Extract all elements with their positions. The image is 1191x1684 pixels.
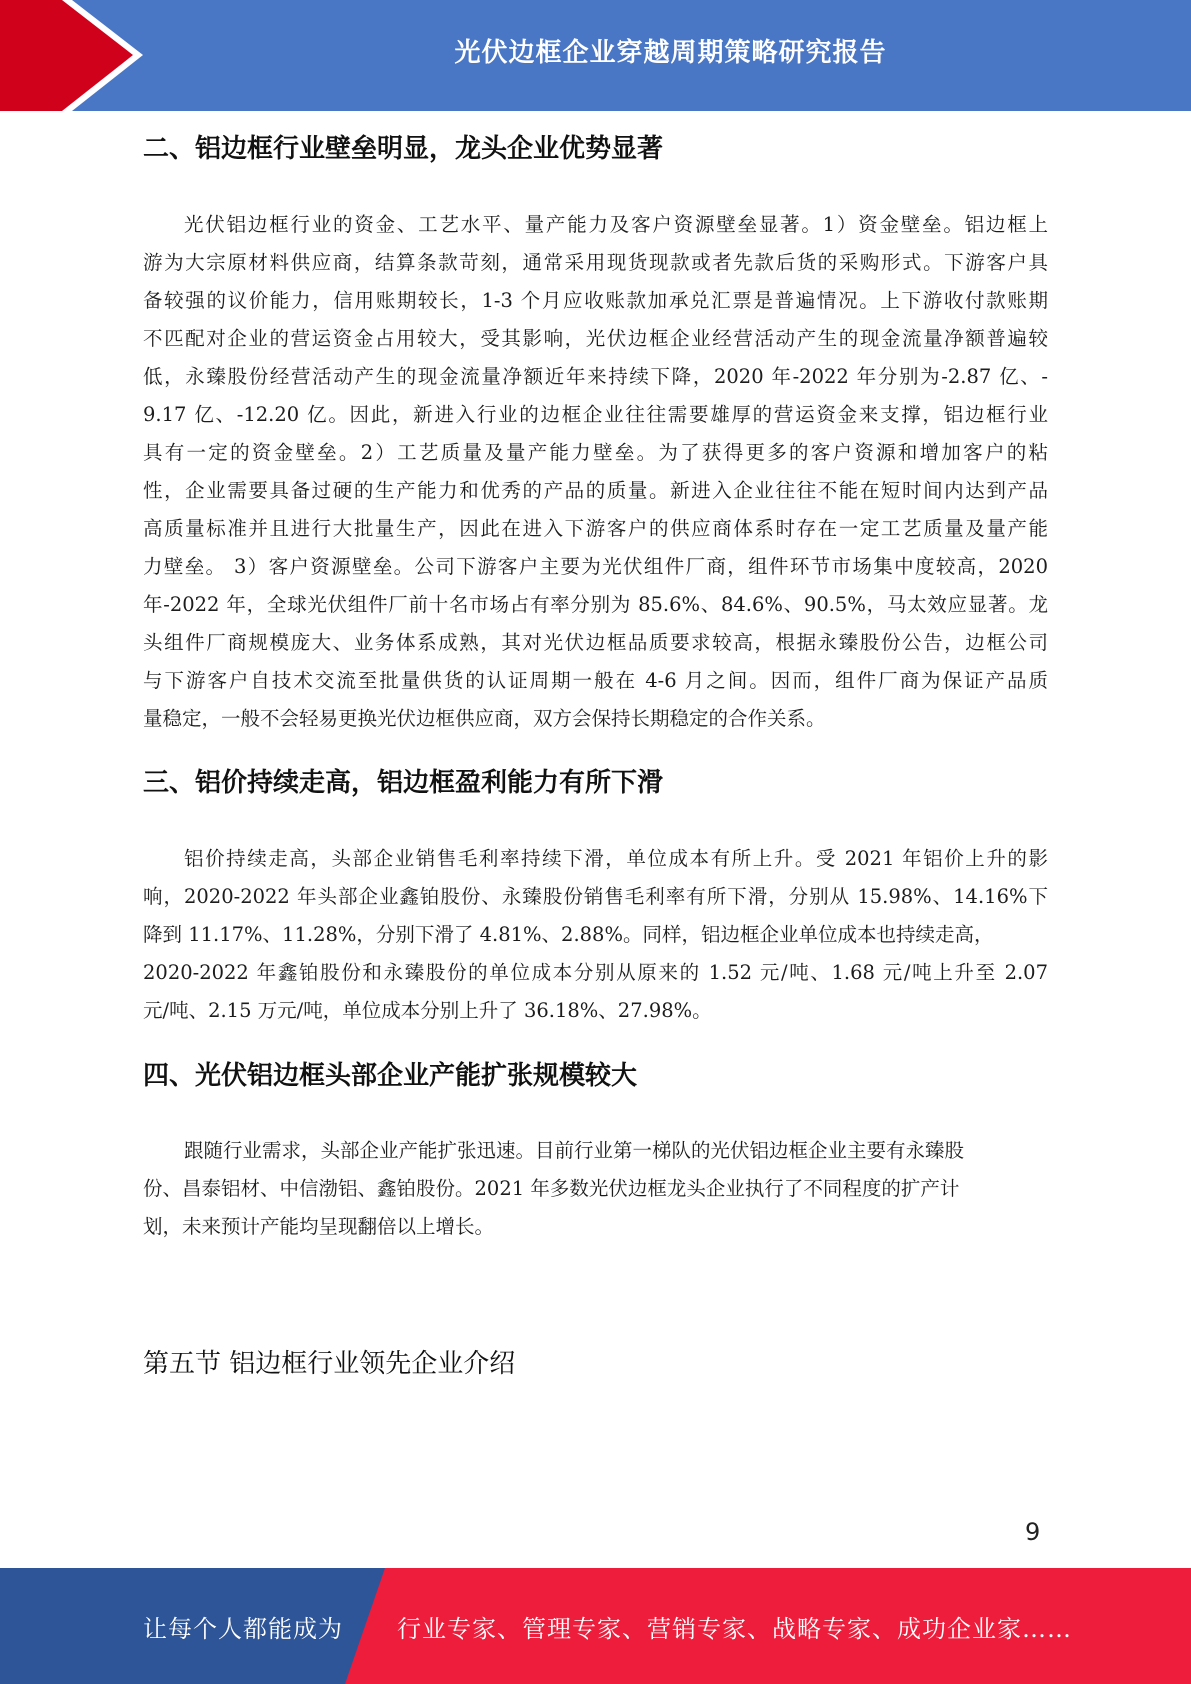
paragraph-line: 响，2020-2022 年头部企业鑫铂股份、永臻股份销售毛利率有所下滑，分别从 15.98%、14.16%下 [143,885,1048,908]
paragraph-line: 光伏铝边框行业的资金、工艺水平、量产能力及客户资源壁垒显著。1）资金壁垒。铝边框上 [184,213,1048,236]
paragraph-capacity [143,1132,1048,1246]
paragraph-line: 具有一定的资金壁垒。2）工艺质量及量产能力壁垒。为了获得更多的客户资源和增加客户的粘 [143,441,1048,464]
chapter-heading-leading-companies: 第五节 铝边框行业领先企业介绍 [143,1349,516,1379]
section-heading-capacity: 四、光伏铝边框头部企业产能扩张规模较大 [143,1061,638,1091]
paragraph-line: 份、昌泰铝材、中信渤铝、鑫铂股份。2021 年多数光伏边框龙头企业执行了不同程度的扩产计 [143,1177,960,1200]
page-number: 9 [1025,1518,1041,1546]
paragraph-line: 9.17 亿、-12.20 亿。因此，新进入行业的边框企业往往需要雄厚的营运资金来支撑，铝边框行业 [143,403,1048,426]
paragraph-line: 低，永臻股份经营活动产生的现金流量净额近年来持续下降，2020 年-2022 年分别为-2.87 亿、- [143,365,1048,388]
paragraph-line: 头组件厂商规模庞大、业务体系成熟，其对光伏边框品质要求较高，根据永臻股份公告，边框公司 [143,631,1048,654]
section-heading-aluminum-price: 三、铝价持续走高，铝边框盈利能力有所下滑 [143,768,664,798]
footer-slogan-right: 行业专家、管理专家、营销专家、战略专家、成功企业家…… [397,1614,1072,1643]
paragraph-line: 高质量标准并且进行大批量生产，因此在进入下游客户的供应商体系时存在一定工艺质量及量产能 [143,517,1048,540]
paragraph-barriers [143,206,1048,738]
paragraph-line: 力壁垒。 3）客户资源壁垒。公司下游客户主要为光伏组件厂商，组件环节市场集中度较高，2020 [143,555,1048,578]
paragraph-line: 年-2022 年，全球光伏组件厂前十名市场占有率分别为 85.6%、84.6%、90.5%，马太效应显著。龙 [143,593,1048,616]
page-footer [0,1568,1191,1684]
report-title: 光伏边框企业穿越周期策略研究报告 [454,37,887,68]
paragraph-line: 铝价持续走高，头部企业销售毛利率持续下滑，单位成本有所上升。受 2021 年铝价上升的影 [184,847,1048,870]
paragraph-line: 不匹配对企业的营运资金占用较大，受其影响，光伏边框企业经营活动产生的现金流量净额普遍较 [143,327,1048,350]
paragraph-line: 元/吨、2.15 万元/吨，单位成本分别上升了 36.18%、27.98%。 [143,999,712,1022]
paragraph-line: 跟随行业需求，头部企业产能扩张迅速。目前行业第一梯队的光伏铝边框企业主要有永臻股 [184,1139,965,1162]
paragraph-line: 2020-2022 年鑫铂股份和永臻股份的单位成本分别从原来的 1.52 元/吨、1.68 元/吨上升至 2.07 [143,961,1048,984]
paragraph-line: 与下游客户自技术交流至批量供货的认证周期一般在 4-6 月之间。因而，组件厂商为保证产品质 [143,669,1048,692]
footer-slogan-left: 让每个人都能成为 [143,1614,343,1643]
red-arrow-decoration [0,0,160,111]
paragraph-line: 性，企业需要具备过硬的生产能力和优秀的产品的质量。新进入企业往往不能在短时间内达到产品 [143,479,1048,502]
paragraph-line: 备较强的议价能力，信用账期较长，1-3 个月应收账款加承兑汇票是普遍情况。上下游收付款账期 [143,289,1048,312]
paragraph-line: 降到 11.17%、11.28%，分别下滑了 4.81%、2.88%。同样，铝边框企业单位成本也持续走高， [143,923,994,946]
page-header [0,0,1191,111]
paragraph-line: 量稳定，一般不会轻易更换光伏边框供应商，双方会保持长期稳定的合作关系。 [143,707,826,730]
paragraph-aluminum-price [143,840,1048,1030]
section-heading-barriers: 二、铝边框行业壁垒明显，龙头企业优势显著 [143,134,664,164]
paragraph-line: 划，未来预计产能均呈现翻倍以上增长。 [143,1215,495,1238]
paragraph-line: 游为大宗原材料供应商，结算条款苛刻，通常采用现货现款或者先款后货的采购形式。下游客户具 [143,251,1048,274]
